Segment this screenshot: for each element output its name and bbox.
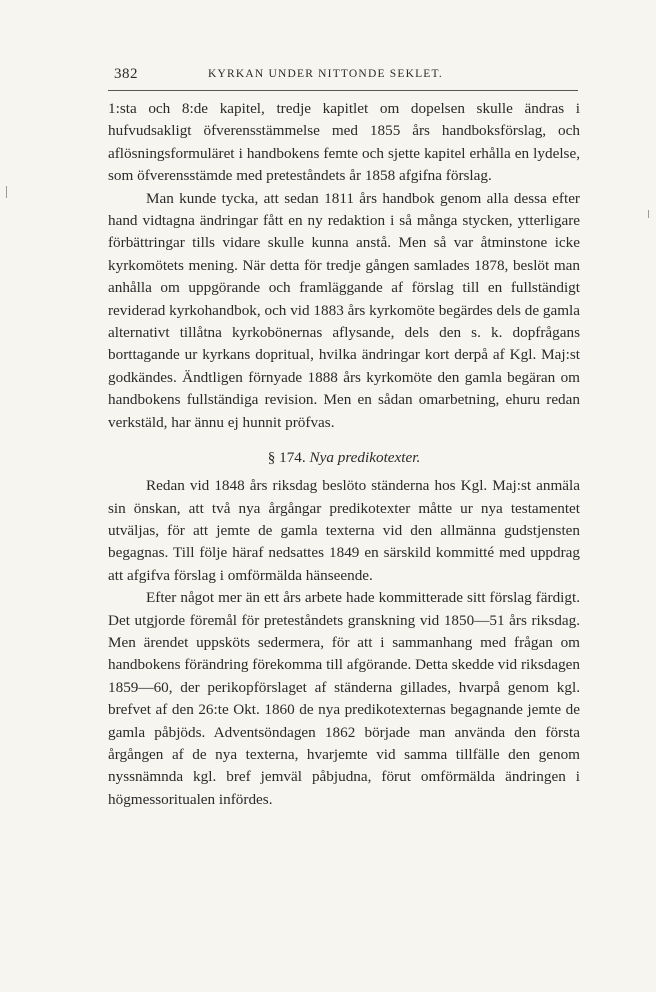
section-number: § 174.: [267, 449, 306, 467]
running-title: KYRKAN UNDER NITTONDE SEKLET.: [208, 68, 443, 80]
paragraph-3: Redan vid 1848 års riksdag beslöto ständerna hos Kgl. Maj:st anmäla sin önskan, att två nya årgångar predikotexter måtte ur nya testamentet utväljas, för att jemte de gamla texterna vid den allmänna gudstjensten begagnas. Till följe häraf nedsattes 1849 en särskild kommitté med uppdrag att afgifva förslag i omförmälda hänseende.: [108, 477, 580, 584]
paragraph-4: Efter något mer än ett års arbete hade kommitterade sitt förslag färdigt. Det utgjorde föremål för preteståndets granskning vid 1850—51 års riksdag. Men ärendet uppsköts sedermera, för att i sammanhang med frågan om handbokens förändring förekomma till afgörande. Detta skedde vid riksdagen 1859—60, der perikopförslaget af ständerna gillades, hvarpå genom kgl. brefvet af den 26:te Okt. 1860 de nya predikotexternas begagnande jemte de gamla påbjöds. Adventsöndagen 1862 började man använda den första årgången af de nya texterna, hvarjemte vid samma tillfälle den genom nyssnämnda kgl. bref jemväl påbjudna, förut omförmälda ändringen i högmessoritualen infördes.: [108, 589, 580, 808]
section-title: Nya predikotexter.: [309, 449, 421, 467]
page-number: 382: [114, 66, 138, 82]
paragraph-1: 1:sta och 8:de kapitel, tredje kapitlet om dopelsen skulle ändras i hufvudsakligt öfverensstämmelse med 1855 års handboksförslag, och aflösningsformuläret i handbokens femte och sjette kapitel erhålla en lydelse, som öfverensstämde med preteståndets år 1858 afgifna förslag.: [108, 100, 580, 185]
paragraph-2: Man kunde tycka, att sedan 1811 års handbok genom alla dessa efter hand vidtagna ändringar fått en ny redaktion i så många stycken, ytterligare förbättringar tills vidare skulle kunna anstå. Men så var åtminstone icke kyrkomötets mening. När detta för tredje gången samlades 1878, beslöt man anhålla om uppgörande och framläggande af förslag till en fullständigt reviderad kyrkohandbok, och vid 1883 års kyrkomöte begärdes dels de gamla alternativt tillåtna kyrkobönernas aflysande, dels den s. k. dopfrågans borttagande ur kyrkans dopritual, hvilka ändringar kort derpå af Kgl. Maj:st godkändes. Ändtligen förnyade 1888 års kyrkomöte den gamla begäran om handbokens fullständiga revision. Men en sådan omarbetning, ehuru redan verkstäld, har ännu ej hunnit pröfvas.: [108, 189, 580, 431]
body-text: [108, 98, 580, 811]
header-rule: [108, 90, 578, 91]
margin-mark: [6, 186, 7, 198]
page-header: [108, 66, 586, 88]
section-heading: [108, 447, 580, 469]
margin-mark: [648, 210, 649, 218]
